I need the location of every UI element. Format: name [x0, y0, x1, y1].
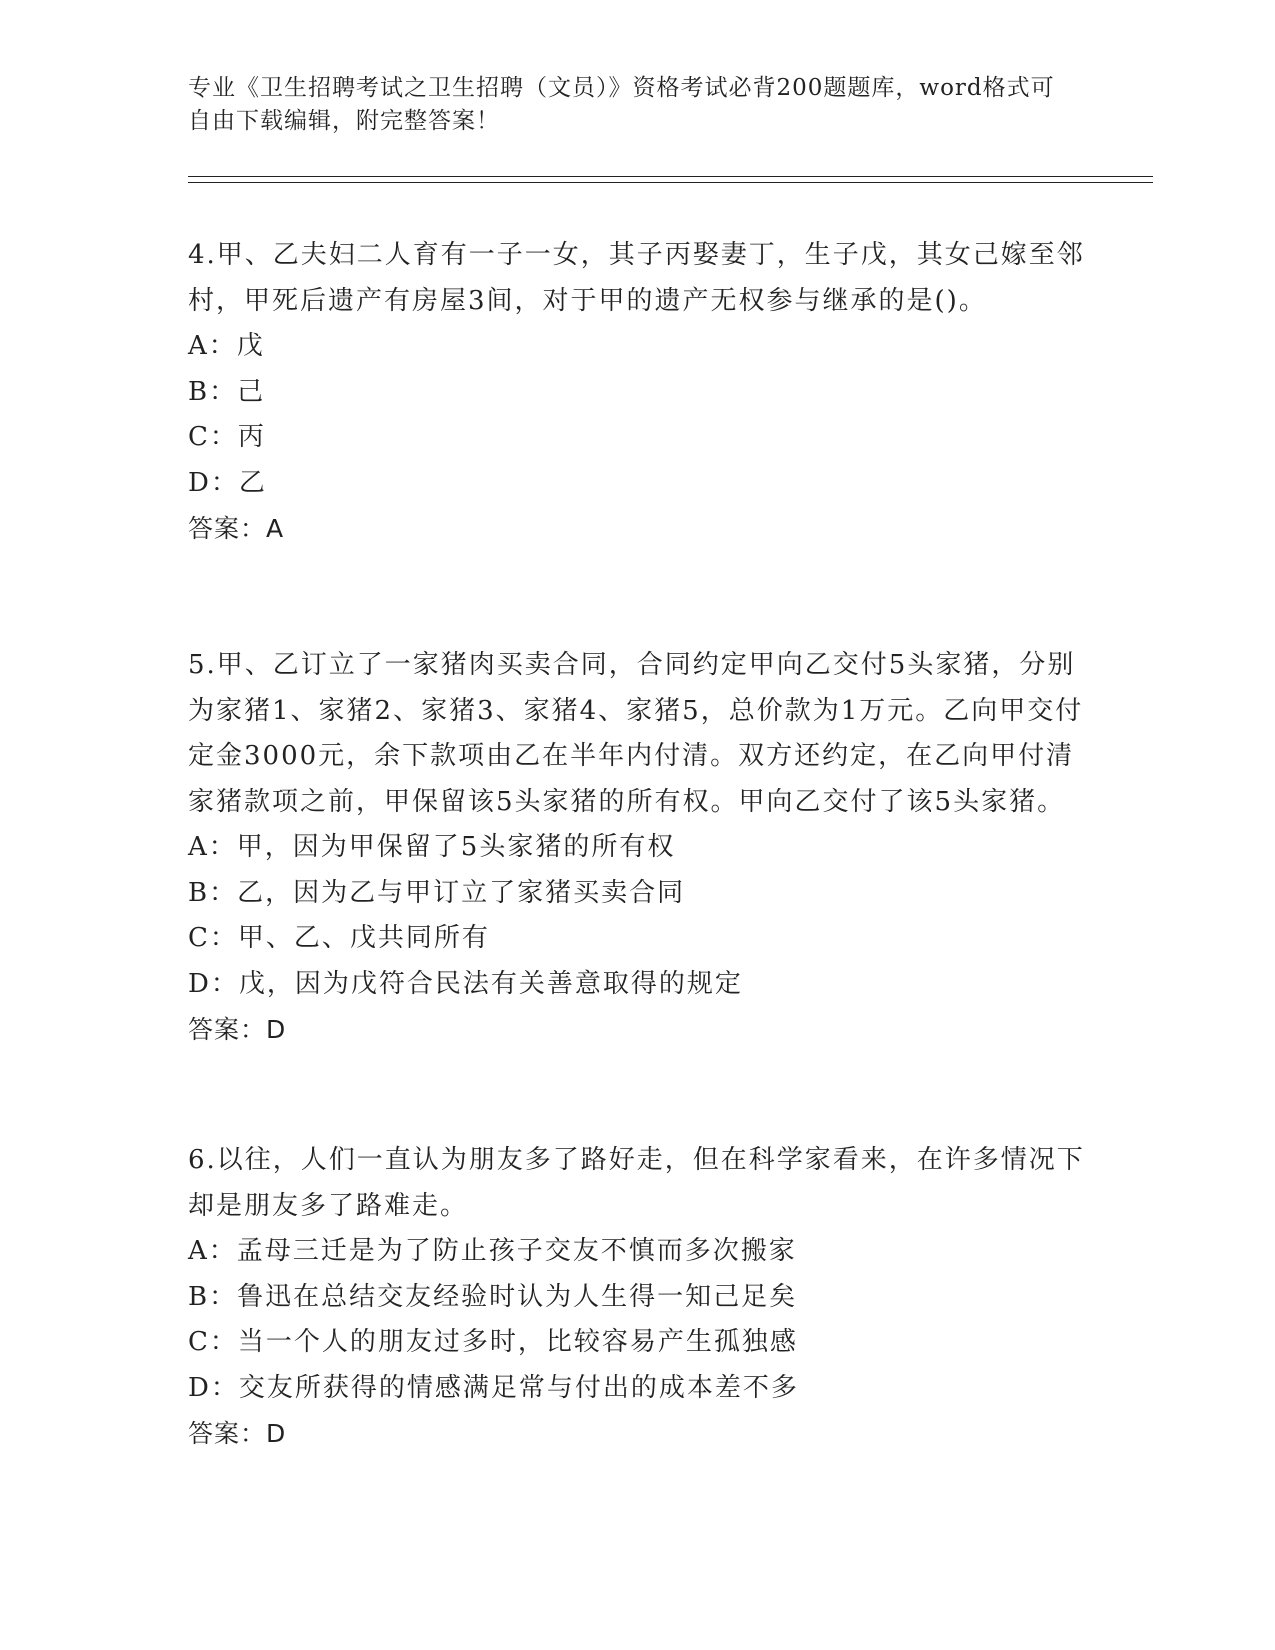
- question-text: 4.甲、乙夫妇二人育有一子一女，其子丙娶妻丁，生子戊，其女己嫁至邻村，甲死后遗产有房屋3间，对于甲的遗产无权参与继承的是()。: [188, 240, 1085, 316]
- document-header: 专业《卫生招聘考试之卫生招聘（文员）》资格考试必背200题题库，word格式可自由下载编辑，附完整答案！: [188, 75, 1055, 134]
- header-divider-top: [188, 176, 1153, 177]
- option-a: A：孟母三迁是为了防止孩子交友不慎而多次搬家: [188, 1236, 797, 1266]
- question-text: 6.以往，人们一直认为朋友多了路好走，但在科学家看来，在许多情况下却是朋友多了路难走。: [188, 1145, 1085, 1221]
- option-a: A：戊: [188, 331, 265, 361]
- question-text: 5.甲、乙订立了一家猪肉买卖合同，合同约定甲向乙交付5头家猪，分别为家猪1、家猪2、家猪3、家猪4、家猪5，总价款为1万元。乙向甲交付定金3000元，余下款项由乙在半年内付清。双方还约定，在乙向甲付清家猪款项之前，甲保留该5头家猪的所有权。甲向乙交付了该5头家猪。: [188, 650, 1084, 817]
- option-c: C：当一个人的朋友过多时，比较容易产生孤独感: [188, 1327, 798, 1357]
- question-6: [188, 1138, 1088, 1457]
- question-4: [188, 233, 1088, 552]
- option-d: D：乙: [188, 467, 267, 498]
- option-d: D：戊，因为戊符合民法有关善意取得的规定: [188, 968, 743, 999]
- option-b: B：鲁迅在总结交友经验时认为人生得一知己足矣: [188, 1281, 798, 1312]
- option-c: C：丙: [188, 422, 266, 452]
- option-a: A：甲，因为甲保留了5头家猪的所有权: [188, 832, 676, 862]
- question-5: [188, 643, 1088, 1053]
- option-b: B：己: [188, 376, 266, 407]
- option-b: B：乙，因为乙与甲订立了家猪买卖合同: [188, 877, 686, 908]
- option-c: C：甲、乙、戊共同所有: [188, 923, 490, 953]
- answer-label: 答案：D: [188, 1015, 287, 1044]
- header-divider-bottom: [188, 182, 1153, 183]
- option-d: D：交友所获得的情感满足常与付出的成本差不多: [188, 1372, 799, 1403]
- answer-label: 答案：A: [188, 514, 285, 543]
- answer-label: 答案：D: [188, 1419, 287, 1448]
